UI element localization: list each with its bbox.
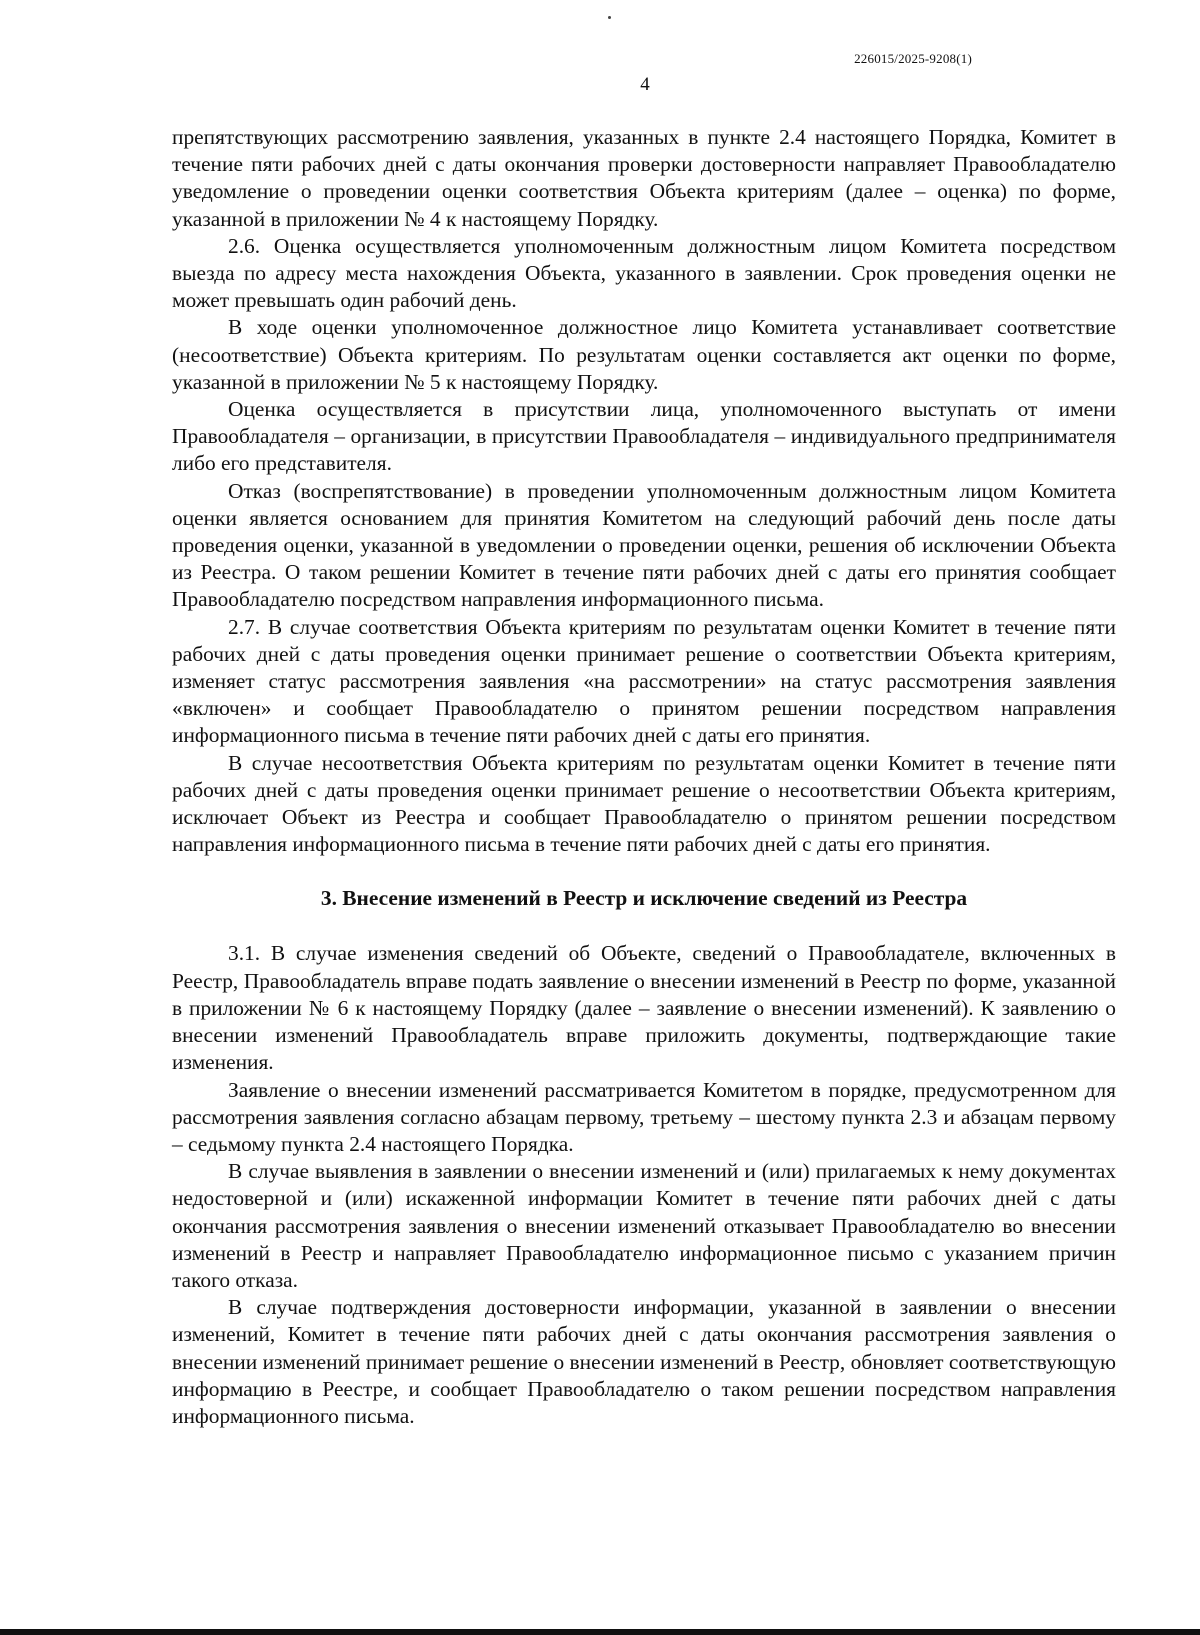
scan-speck xyxy=(608,16,611,19)
paragraph-refusal: Отказ (воспрепятствование) в проведении уполномоченным должностным лицом Комитета оценки является основанием для принятия Комитетом на следующий рабочий день после даты проведения оценки, указанной в уведомлении о проведении оценки, решения об исключении Объекта из Реестра. О таком решении Комитет в течение пяти рабочих дней с даты его принятия сообщает Правообладателю посредством направления информационного письма. xyxy=(172,478,1116,612)
paragraph-2-6: 2.6. Оценка осуществляется уполномоченным должностным лицом Комитета посредством выезда по адресу места нахождения Объекта, указанного в заявлении. Срок проведения оценки не может превышать один рабочий день. xyxy=(172,233,1116,313)
paragraph-3-1: 3.1. В случае изменения сведений об Объекте, сведений о Правообладателе, включенных в Реестр, Правообладатель вправе подать заявление о внесении изменений в Реестр по форме, указанной в приложении № 6 к настоящему Порядку (далее – заявление о внесении изменений). К заявлению о внесении изменений Правообладатель вправе приложить документы, подтверждающие такие изменения. xyxy=(172,941,1116,1075)
document-registration-number: 226015/2025-9208(1) xyxy=(854,51,972,66)
paragraph-assessment-presence: Оценка осуществляется в присутствии лица, уполномоченного выступать от имени Правообладателя – организации, в присутствии Правообладателя – индивидуального предпринимателя либо его представителя. xyxy=(172,397,1116,476)
scan-bottom-edge xyxy=(0,1629,1200,1635)
paragraph-nonconformity: В случае несоответствия Объекта критериям по результатам оценки Комитет в течение пяти рабочих дней с даты проведения оценки принимает решение о несоответствии Объекта критериям, исключает Объект из Реестра и сообщает Правообладателю о принятом решении посредством направления информационного письма в течение пяти рабочих дней с даты его принятия. xyxy=(172,750,1116,857)
page-number: 4 xyxy=(640,74,650,95)
paragraph-change-refusal: В случае выявления в заявлении о внесении изменений и (или) прилагаемых к нему документах недостоверной и (или) искаженной информации Комитет в течение пяти рабочих дней с даты окончания рассмотрения заявления о внесении изменений отказывает Правообладателю во внесении изменений в Реестр и направляет Правообладателю информационное письмо с указанием причин такого отказа. xyxy=(172,1159,1116,1292)
paragraph-assessment-act: В ходе оценки уполномоченное должностное лицо Комитета устанавливает соответствие (несоответствие) Объекта критериям. По результатам оценки составляется акт оценки по форме, указанной в приложении № 5 к настоящему Порядку. xyxy=(172,315,1116,394)
paragraph-change-review: Заявление о внесении изменений рассматривается Комитетом в порядке, предусмотренном для рассмотрения заявления согласно абзацам первому, третьему – шестому пункта 2.3 и абзацам первому – седьмому пункта 2.4 настоящего Порядка. xyxy=(172,1077,1116,1156)
paragraph-change-confirmation: В случае подтверждения достоверности информации, указанной в заявлении о внесении изменений, Комитет в течение пяти рабочих дней с даты окончания рассмотрения заявления о внесении изменений принимает решение о внесении изменений в Реестр, обновляет соответствующую информацию в Реестре, и сообщает Правообладателю о таком решении посредством направления информационного письма. xyxy=(172,1295,1116,1428)
paragraph-continuation: препятствующих рассмотрению заявления, указанных в пункте 2.4 настоящего Порядка, Комитет в течение пяти рабочих дней с даты окончания проверки достоверности направляет Правообладателю уведомление о проведении оценки соответствия Объекта критериям (далее – оценка) по форме, указанной в приложении № 4 к настоящему Порядку. xyxy=(172,125,1116,231)
document-body xyxy=(172,124,1116,1430)
section-heading: 3. Внесение изменений в Реестр и исключение сведений из Реестра xyxy=(320,886,968,911)
paragraph-2-7: 2.7. В случае соответствия Объекта критериям по результатам оценки Комитет в течение пяти рабочих дней с даты проведения оценки принимает решение о соответствии Объекта критериям, изменяет статус рассмотрения заявления «на рассмотрении» на статус рассмотрения заявления «включен» и сообщает Правообладателю о принятом решении посредством направления информационного письма в течение пяти рабочих дней с даты его принятия. xyxy=(172,614,1116,748)
